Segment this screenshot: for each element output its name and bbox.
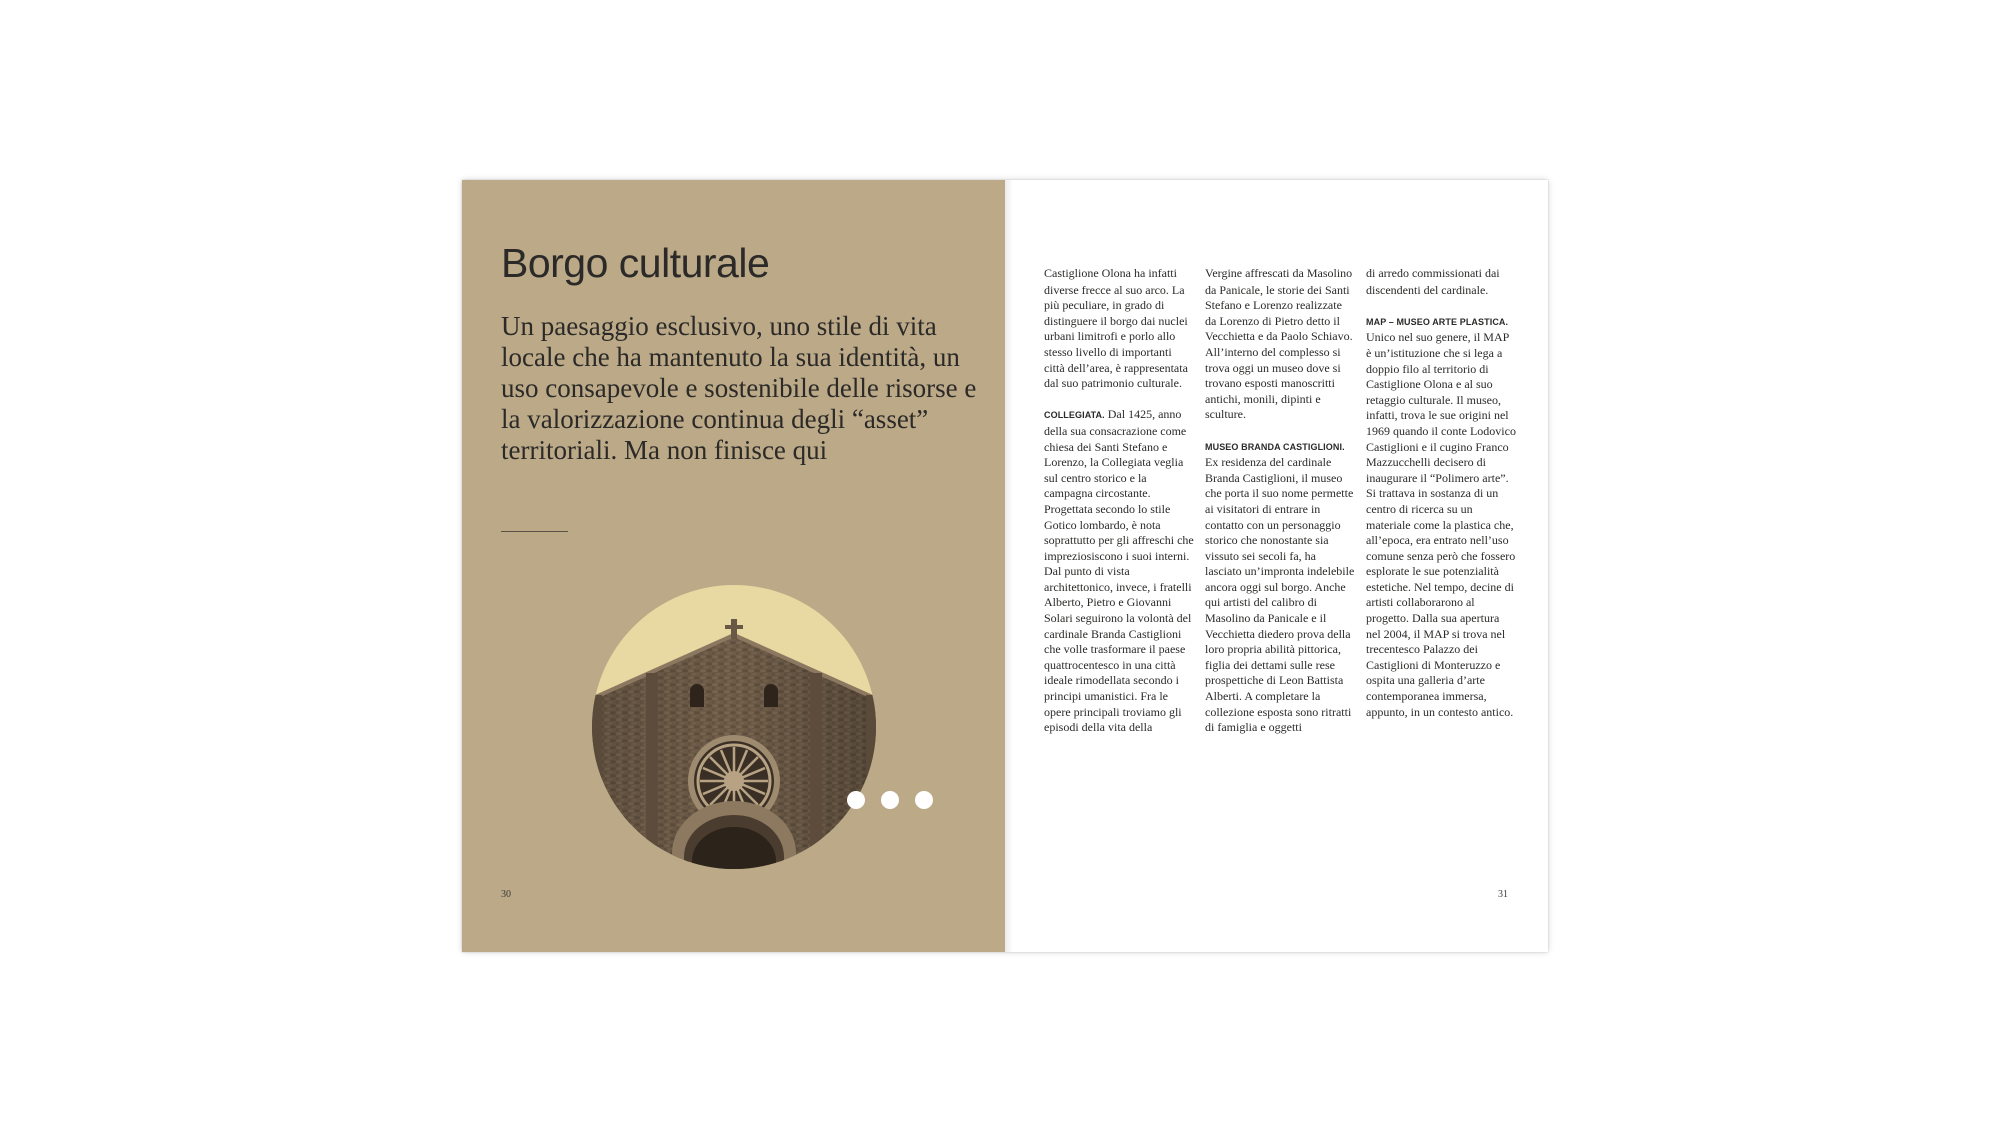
text-column-2 <box>1205 266 1355 751</box>
text-column-3 <box>1366 266 1516 736</box>
page-number-right: 31 <box>1498 889 1508 900</box>
text-column-1 <box>1044 266 1194 751</box>
paragraph-text: Vergine affrescati da Masolino da Panicale, le storie dei Santi Stefano e Lorenzo realizzate da Lorenzo di Pietro detto il Vecchietta e da Paolo Schiavo. All’interno del complesso si trova oggi un museo dove si trovano esposti manoscritti antichi, monili, dipinti e sculture. <box>1205 266 1353 422</box>
carousel-dot-3[interactable] <box>915 791 933 809</box>
paragraph <box>1205 266 1355 423</box>
right-page <box>1005 180 1548 952</box>
paragraph <box>1366 266 1516 298</box>
paragraph <box>1044 266 1194 392</box>
paragraph <box>1366 314 1516 720</box>
page-title: Borgo culturale <box>501 240 770 286</box>
paragraph <box>1205 439 1355 736</box>
section-heading: MUSEO BRANDA CASTIGLIONI. <box>1205 441 1345 452</box>
lead-paragraph: Un paesaggio esclusivo, uno stile di vita locale che ha mantenuto la sua identità, un uso consapevole e sostenibile delle risorse e la valorizzazione continua degli “asset” territoriali. Ma non finisce qui <box>501 311 977 465</box>
carousel-dot-2[interactable] <box>881 791 899 809</box>
carousel-dots <box>847 791 949 809</box>
title-divider <box>501 531 568 532</box>
paragraph-text: di arredo commissionati dai discendenti del cardinale. <box>1366 266 1500 297</box>
spine-shadow <box>1005 180 1013 952</box>
paragraph-text: Dal 1425, anno della sua consacrazione come chiesa dei Santi Stefano e Lorenzo, la Collegiata veglia sul centro storico e la campagna circostante. Progettata secondo lo stile Gotico lombardo, è nota soprattutto per gli affreschi che impreziosiscono i suoi interni. Dal punto di vista architettonico, invece, i fratelli Alberto, Pietro e Giovanni Solari seguirono la volontà del cardinale Branda Castiglioni che volle trasformare il paese quattrocentesco in una città ideale rimodellata secondo i principi umanistici. Fra le opere principali troviamo gli episodi della vita della <box>1044 407 1194 735</box>
church-facade-photo <box>592 585 876 869</box>
page-number-left: 30 <box>501 889 511 900</box>
paragraph-text: Ex residenza del cardinale Branda Castiglioni, il museo che porta il suo nome permette ai visitatori di entrare in contatto con un personaggio storico che nonostante sia vissuto sei secoli fa, ha lasciato un’impronta indelebile ancora oggi sul borgo. Anche qui artisti del calibro di Masolino da Panicale e il Vecchietta diedero prova della loro propria abilità pittorica, figlia dei dettami sulle rese prospettiche di Leon Battista Alberti. A completare la collezione esposta sono ritratti di famiglia e oggetti <box>1205 455 1355 735</box>
left-page <box>462 180 1005 952</box>
paragraph <box>1044 407 1194 735</box>
carousel-dot-1[interactable] <box>847 791 865 809</box>
paragraph-text: Castiglione Olona ha infatti diverse frecce al suo arco. La più peculiare, in grado di distinguere il borgo dai nuclei urbani limitrofi e porlo allo stesso livello di importanti città dell’area, è rappresentata dal suo patrimonio culturale. <box>1044 266 1188 391</box>
paragraph-text: Unico nel suo genere, il MAP è un’istituzione che si lega a doppio filo al territorio di Castiglione Olona e al suo retaggio culturale. Il museo, infatti, trova le sue origini nel 1969 quando il conte Lodovico Castiglioni e il cugino Franco Mazzucchelli decisero di inaugurare il “Polimero arte”. Si trattava in sostanza di un centro di ricerca su un materiale come la plastica che, all’epoca, era entrato nell’uso comune senza però che fossero esplorate le sue potenzialità estetiche. Nel tempo, decine di artisti collaborarono al progetto. Dalla sua apertura nel 2004, il MAP si trova nel trecentesco Palazzo dei Castiglioni di Monteruzzo e ospita una galleria d’arte contemporanea immersa, appunto, in un contesto antico. <box>1366 330 1516 719</box>
section-heading: COLLEGIATA. <box>1044 410 1105 421</box>
section-heading: MAP – MUSEO ARTE PLASTICA. <box>1366 316 1509 327</box>
magazine-spread <box>462 180 1548 952</box>
